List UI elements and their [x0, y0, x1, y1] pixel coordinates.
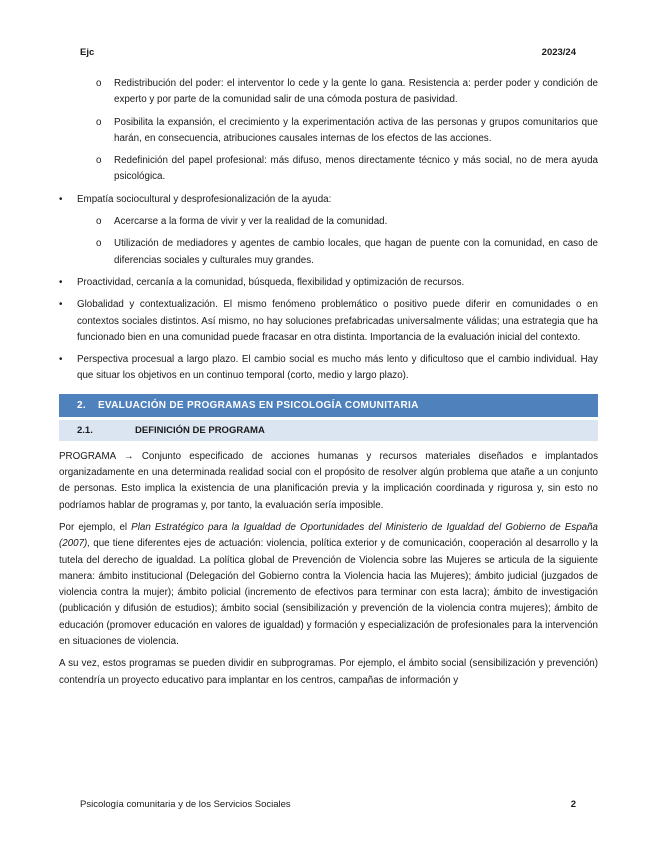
circle-bullet-icon: o — [96, 238, 102, 250]
subsection-heading — [59, 420, 598, 441]
header-right: 2023/24 — [541, 47, 576, 58]
paragraph-ejemplo-pre: Por ejemplo, el — [59, 521, 132, 533]
bullet-icon: • — [59, 354, 63, 366]
bullet-icon: • — [59, 276, 63, 288]
list-item — [59, 153, 598, 186]
footer-title: Psicología comunitaria y de los Servicios Sociales — [80, 799, 291, 810]
bullet-item — [59, 352, 598, 385]
bullet-text: Empatía sociocultural y desprofesionalización de la ayuda: — [77, 193, 332, 205]
paragraph-subprogramas: A su vez, estos programas se pueden dividir en subprogramas. Por ejemplo, el ámbito social (sensibilización y prevención) contendría un proyecto educativo para implantar en los centros, campañas de información y — [59, 658, 598, 686]
list-item — [59, 214, 598, 230]
bullet-text: Globalidad y contextualización. El mismo fenómeno problemático o positivo puede diferir en comunidades o en contextos sociales distintos. Así mismo, no hay soluciones prefabricadas universalmente válidas; una estrategia que ha funcionado bien en una comunidad puede fracasar en otra distinta. Importancia de la evaluación inicial del contexto. — [77, 299, 598, 343]
subsection-title: DEFINICIÓN DE PROGRAMA — [135, 424, 265, 436]
list-item-text: Redefinición del papel profesional: más difuso, menos directamente técnico y más social, no de mera ayuda psicológica. — [114, 155, 598, 183]
section-title: EVALUACIÓN DE PROGRAMAS EN PSICOLOGÍA COMUNITARIA — [97, 399, 419, 411]
circle-bullet-icon: o — [96, 155, 102, 167]
paragraph-ejemplo-post: que tiene diferentes ejes de actuación: violencia, política exterior y de comunicación, cooperación al desarrollo y la tutela del derecho de igualdad. La política global de Prevención de Violencia sobre las Mujeres se articula de la siguiente manera: ámbito institucional (Delegación del Gobierno contra la Violencia hacia las Mujeres); ámbito judicial (juzgados de violencia contra la mujer); ámbito policial (incremento de efectivos para terminar con esta lacra); ámbito de investigación (publicación y difusión de estudios); ámbito social (sensibilización y prevención de la violencia contra mujeres); ámbito de educación (promover educación en valores de igualdad) y formación y especialización de profesionales para la intervención en situaciones de violencia. — [59, 538, 598, 648]
paragraph-ejemplo — [59, 520, 598, 650]
bullet-text: Proactividad, cercanía a la comunidad, búsqueda, flexibilidad y optimización de recursos. — [77, 276, 465, 288]
page-number: 2 — [570, 799, 576, 810]
circle-bullet-icon: o — [96, 78, 102, 89]
list-item-text: Redistribución del poder: el interventor lo cede y la gente lo gana. Resistencia a: perder poder y condición de experto y por parte de la comunidad salir de una cómoda postura de pasividad. — [114, 78, 598, 106]
header-left: Ejc — [80, 47, 95, 58]
bullet-item — [59, 192, 598, 208]
bullet-icon: • — [59, 193, 63, 205]
circle-bullet-icon: o — [96, 216, 102, 228]
section-heading — [59, 394, 598, 417]
bullet-item — [59, 297, 598, 346]
paragraph-programa: PROGRAMA → Conjunto especificado de acciones humanas y recursos materiales diseñados e implantados organizadamente en una determinada realidad social con el propósito de resolver algún problema que atañe a un conjunto de personas. Esto implica la existencia de una planificación previa y la implicación coordinada y rigurosa y, sin esto no podríamos hablar de programas y, por tanto, la evaluación sería imposible. — [59, 450, 598, 511]
list-item — [59, 115, 598, 148]
section-number: 2. — [77, 399, 86, 411]
bullet-item — [59, 275, 598, 291]
circle-bullet-icon: o — [96, 116, 102, 128]
plan-title-italic: Plan Estratégico para la Igualdad de Oportunidades del Ministerio de Igualdad del Gobierno de España (2007), — [59, 521, 598, 550]
subsection-number: 2.1. — [77, 424, 93, 436]
list-item-text: Acercarse a la forma de vivir y ver la realidad de la comunidad. — [114, 216, 388, 228]
list-item-text: Utilización de mediadores y agentes de cambio locales, que hagan de puente con la comunidad, en caso de diferencias sociales y culturales muy grandes. — [114, 238, 598, 266]
list-item — [59, 236, 598, 269]
bullet-text: Perspectiva procesual a largo plazo. El cambio social es mucho más lento y dificultoso que el cambio individual. Hay que situar los objetivos en un continuo temporal (corto, medio y largo plazo). — [77, 354, 598, 382]
list-item-text: Posibilita la expansión, el crecimiento y la experimentación activa de las personas y grupos comunitarios que harán, en consecuencia, atribuciones causales internas de los efectos de las acciones. — [114, 116, 598, 144]
list-item — [59, 76, 598, 109]
page-content — [59, 76, 598, 695]
bullet-icon: • — [59, 299, 63, 311]
